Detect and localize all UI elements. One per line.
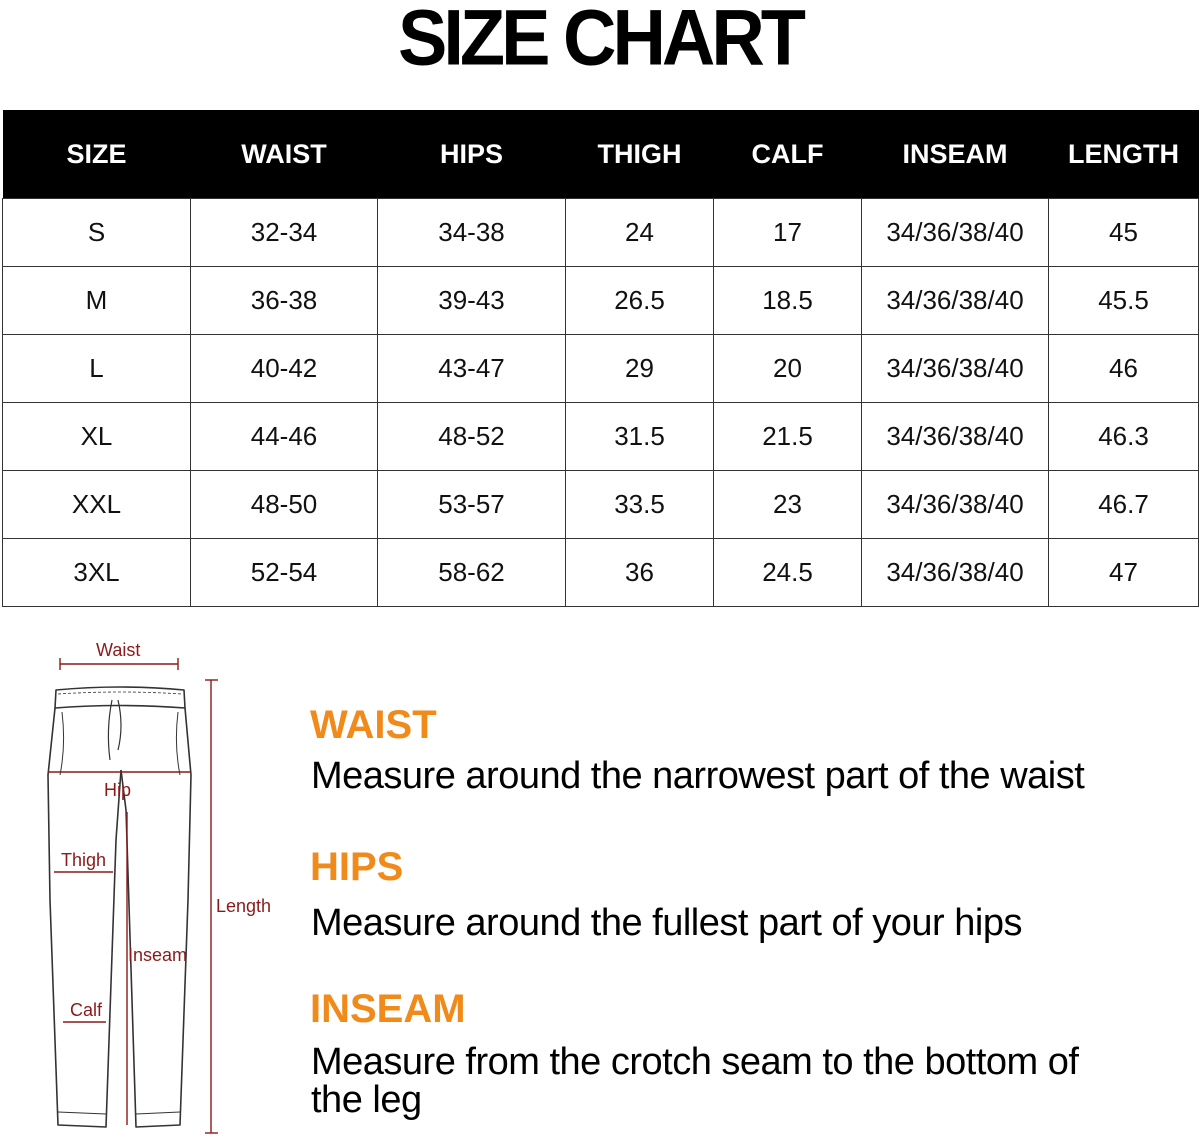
cell-waist: 52-54 <box>191 539 378 607</box>
cell-hips: 58-62 <box>378 539 566 607</box>
cell-length: 46 <box>1049 335 1199 403</box>
label-inseam: Inseam <box>128 945 188 965</box>
section-desc-inseam: Measure from the crotch seam to the bottom of the leg <box>311 1041 1079 1121</box>
cell-calf: 23 <box>714 471 862 539</box>
page-title: SIZE CHART <box>398 0 802 82</box>
header-inseam: INSEAM <box>862 110 1049 199</box>
header-hips: HIPS <box>378 110 566 199</box>
header-thigh: THIGH <box>566 110 714 199</box>
section-desc-hips: Measure around the fullest part of your hips <box>311 902 1022 944</box>
cell-size: L <box>3 335 191 403</box>
cell-size: XXL <box>3 471 191 539</box>
cell-waist: 36-38 <box>191 267 378 335</box>
section-title-inseam: INSEAM <box>310 987 466 1031</box>
cell-thigh: 31.5 <box>566 403 714 471</box>
header-waist: WAIST <box>191 110 378 199</box>
cell-calf: 18.5 <box>714 267 862 335</box>
cell-waist: 32-34 <box>191 199 378 267</box>
cell-hips: 53-57 <box>378 471 566 539</box>
table-row <box>3 335 1199 403</box>
cell-length: 47 <box>1049 539 1199 607</box>
cell-thigh: 24 <box>566 199 714 267</box>
cell-waist: 44-46 <box>191 403 378 471</box>
table-row <box>3 471 1199 539</box>
label-waist: Waist <box>96 640 141 660</box>
label-calf: Calf <box>70 1000 103 1020</box>
section-title-hips: HIPS <box>310 845 404 889</box>
label-thigh: Thigh <box>61 850 107 870</box>
cell-length: 45 <box>1049 199 1199 267</box>
cell-calf: 21.5 <box>714 403 862 471</box>
cell-inseam: 34/36/38/40 <box>862 403 1049 471</box>
cell-calf: 20 <box>714 335 862 403</box>
cell-size: S <box>3 199 191 267</box>
cell-inseam: 34/36/38/40 <box>862 335 1049 403</box>
cell-calf: 17 <box>714 199 862 267</box>
table-row <box>3 403 1199 471</box>
cell-inseam: 34/36/38/40 <box>862 267 1049 335</box>
cell-inseam: 34/36/38/40 <box>862 539 1049 607</box>
cell-hips: 39-43 <box>378 267 566 335</box>
cell-waist: 40-42 <box>191 335 378 403</box>
cell-length: 45.5 <box>1049 267 1199 335</box>
table-row <box>3 539 1199 607</box>
cell-calf: 24.5 <box>714 539 862 607</box>
cell-thigh: 26.5 <box>566 267 714 335</box>
section-title-waist: WAIST <box>310 703 437 747</box>
label-length: Length <box>216 896 272 916</box>
pants-measurement-diagram <box>0 630 290 1138</box>
cell-size: M <box>3 267 191 335</box>
measurement-lines <box>48 658 218 1133</box>
label-hip: Hip <box>104 780 132 800</box>
cell-inseam: 34/36/38/40 <box>862 199 1049 267</box>
cell-size: 3XL <box>3 539 191 607</box>
pants-outline <box>48 687 191 1127</box>
cell-thigh: 36 <box>566 539 714 607</box>
cell-thigh: 29 <box>566 335 714 403</box>
cell-size: XL <box>3 403 191 471</box>
header-calf: CALF <box>714 110 862 199</box>
cell-thigh: 33.5 <box>566 471 714 539</box>
cell-hips: 43-47 <box>378 335 566 403</box>
cell-length: 46.7 <box>1049 471 1199 539</box>
header-size: SIZE <box>3 110 191 199</box>
header-length: LENGTH <box>1049 110 1199 199</box>
diagram-labels <box>61 640 271 1020</box>
section-desc-waist: Measure around the narrowest part of the waist <box>311 755 1085 797</box>
cell-hips: 34-38 <box>378 199 566 267</box>
cell-length: 46.3 <box>1049 403 1199 471</box>
size-table <box>2 110 1199 607</box>
table-row <box>3 267 1199 335</box>
table-header-row <box>3 110 1199 199</box>
cell-waist: 48-50 <box>191 471 378 539</box>
cell-inseam: 34/36/38/40 <box>862 471 1049 539</box>
cell-hips: 48-52 <box>378 403 566 471</box>
table-row <box>3 199 1199 267</box>
